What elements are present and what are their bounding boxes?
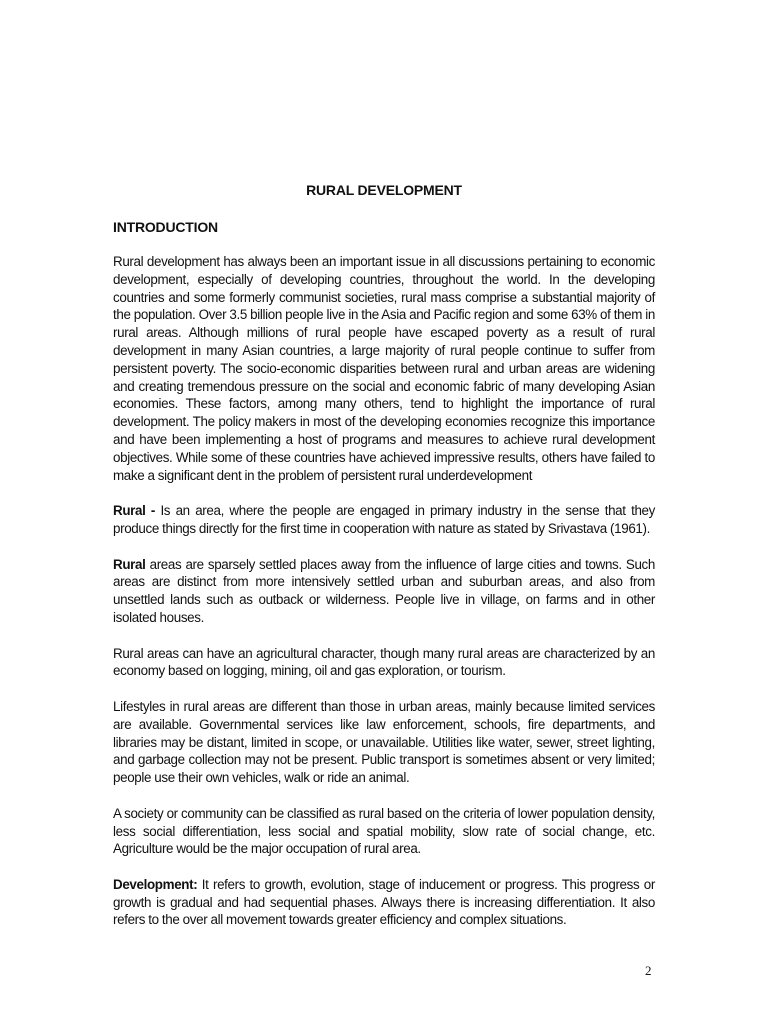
development-text: It refers to growth, evolution, stage of inducement or progress. This progress or growth is gradual and had sequential phases. Always there is increasing differentiation. It also refers to the over all movement towards greater efficiency and complex situations. xyxy=(113,876,655,928)
paragraph-development xyxy=(113,876,655,929)
paragraph-society-classification: A society or community can be classified as rural based on the criteria of lower population density, less social differentiation, less social and spatial mobility, slow rate of social change, etc. Agriculture would be the major occupation of rural area. xyxy=(113,805,655,857)
document-body xyxy=(113,253,655,947)
section-heading-introduction: INTRODUCTION xyxy=(113,219,218,235)
paragraph-rural-areas xyxy=(113,556,655,627)
paragraph-agricultural-character: Rural areas can have an agricultural character, though many rural areas are characterized by an economy based on logging, mining, oil and gas exploration, or tourism. xyxy=(113,645,655,679)
paragraph-lifestyles: Lifestyles in rural areas are different than those in urban areas, mainly because limited services are available. Governmental services like law enforcement, schools, fire departments, and libraries may be distant, limited in scope, or unavailable. Utilities like water, sewer, street lighting, and garbage collection may not be present. Public transport is sometimes absent or very limited; people use their own vehicles, walk or ride an animal. xyxy=(113,698,655,786)
paragraph-introduction: Rural development has always been an important issue in all discussions pertaining to economic development, especially of developing countries, throughout the world. In the developing countries and some formerly communist societies, rural mass comprise a substantial majority of the population. Over 3.5 billion people live in the Asia and Pacific region and some 63% of them in rural areas. Although millions of rural people have escaped poverty as a result of rural development in many Asian countries, a large majority of rural people continue to suffer from persistent poverty. The socio-economic disparities between rural and urban areas are widening and creating tremendous pressure on the social and economic fabric of many developing Asian economies. These factors, among many others, tend to highlight the importance of rural development. The policy makers in most of the developing economies recognize this importance and have been implementing a host of programs and measures to achieve rural development objectives. While some of these countries have achieved impressive results, others have failed to make a significant dent in the problem of persistent rural underdevelopment xyxy=(113,254,655,483)
rural-areas-text: areas are sparsely settled places away from the influence of large cities and towns. Such areas are distinct from more intensively settled urban and suburban areas, and also from unsettled lands such as outback or wilderness. People live in village, on farms and in other isolated houses. xyxy=(113,556,655,625)
term-rural: Rural - xyxy=(113,503,156,519)
term-rural-areas: Rural xyxy=(113,556,146,572)
term-development: Development: xyxy=(113,876,198,892)
paragraph-rural-definition xyxy=(113,502,655,538)
page-number: 2 xyxy=(645,963,652,978)
document-title: RURAL DEVELOPMENT xyxy=(306,182,462,198)
rural-definition-text: Is an area, where the people are engaged in primary industry in the sense that they produce things directly for the first time in cooperation with nature as stated by Srivastava (1961). xyxy=(113,503,655,536)
